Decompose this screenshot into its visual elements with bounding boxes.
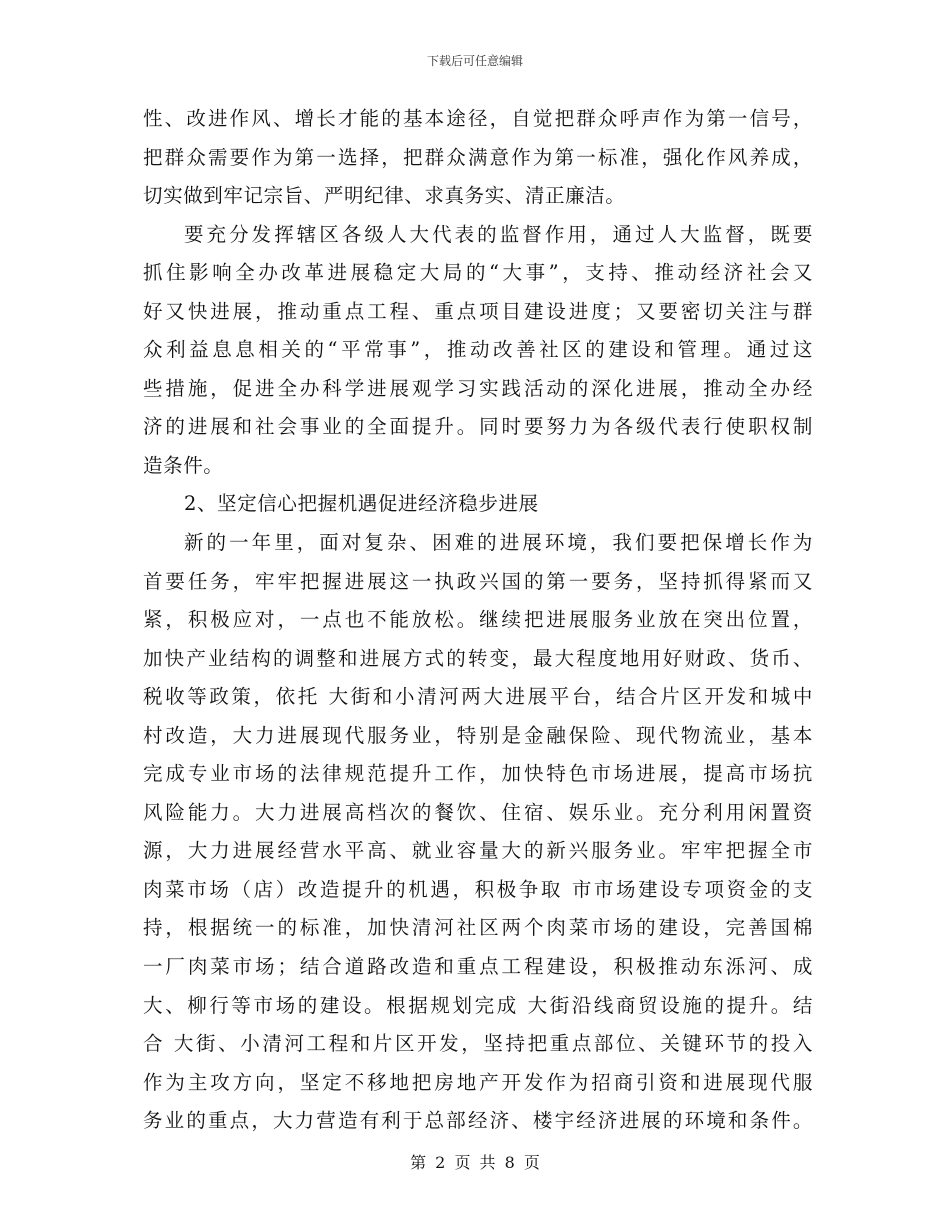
section-heading: 2、坚定信心把握机遇促进经济稳步进展 (184, 492, 539, 516)
paragraph-first-line: 要充分发挥辖区各级人大代表的监督作用，通过人大监督，既要 (184, 222, 813, 246)
text-line: 一厂肉菜市场；结合道路改造和重点工程建设，积极推动东泺河、成 (143, 955, 813, 979)
document-body (143, 100, 813, 1141)
text-line: 紧，积极应对，一点也不能放松。继续把进展服务业放在突出位置， (143, 608, 813, 632)
text-line: 性、改进作风、增长才能的基本途径，自觉把群众呼声作为第一信号， (143, 107, 813, 130)
text-line: 抓住影响全办改革进展稳定大局的“大事”，支持、推动经济社会又 (143, 261, 813, 285)
text-line: 风险能力。大力进展高档次的餐饮、住宿、娱乐业。充分利用闲置资 (143, 800, 813, 824)
text-line: 作为主攻方向，坚定不移地把房地产开发作为招商引资和进展现代服 (143, 1070, 813, 1094)
text-line: 村改造，大力进展现代服务业，特别是金融保险、现代物流业，基本 (143, 723, 813, 747)
text-line: 首要任务，牢牢把握进展这一执政兴国的第一要务，坚持抓得紧而又 (143, 569, 813, 593)
text-line: 持，根据统一的标准，加快清河社区两个肉菜市场的建设，完善国棉 (143, 916, 813, 940)
text-line: 务业的重点，大力营造有利于总部经济、楼宇经济进展的环境和条件。 (143, 1109, 813, 1133)
text-line: 济的进展和社会事业的全面提升。同时要努力为各级代表行使职权制 (143, 415, 813, 439)
text-line: 些措施，促进全办科学进展观学习实践活动的深化进展，推动全办经 (143, 376, 813, 400)
text-line: 加快产业结构的调整和进展方式的转变，最大程度地用好财政、货币、 (143, 646, 813, 670)
text-line: 造条件。 (143, 453, 224, 477)
text-line: 切实做到牢记宗旨、严明纪律、求真务实、清正廉洁。 (143, 184, 626, 208)
text-line: 源，大力进展经营水平高、就业容量大的新兴服务业。牢牢把握全市 (143, 839, 813, 863)
text-line: 大、柳行等市场的建设。根据规划完成 大街沿线商贸设施的提升。结 (143, 993, 813, 1017)
text-line: 众利益息息相关的“平常事”，推动改善社区的建设和管理。通过这 (143, 338, 813, 362)
text-line: 把群众需要作为第一选择，把群众满意作为第一标准，强化作风养成， (143, 145, 813, 169)
text-line: 好又快进展，推动重点工程、重点项目建设进度；又要密切关注与群 (143, 299, 813, 323)
text-line: 税收等政策，依托 大街和小清河两大进展平台，结合片区开发和城中 (143, 685, 813, 709)
page-header: 下载后可任意编辑 (426, 54, 523, 68)
page-footer: 第 2 页 共 8 页 (410, 1153, 540, 1172)
paragraph-first-line: 新的一年里，面对复杂、困难的进展环境，我们要把保增长作为 (184, 531, 813, 555)
text-line: 合 大街、小清河工程和片区开发，坚持把重点部位、关键环节的投入 (143, 1032, 813, 1056)
text-line: 完成专业市场的法律规范提升工作，加快特色市场进展，提高市场抗 (143, 762, 813, 786)
text-line: 肉菜市场（店）改造提升的机遇，积极争取 市市场建设专项资金的支 (143, 877, 813, 901)
